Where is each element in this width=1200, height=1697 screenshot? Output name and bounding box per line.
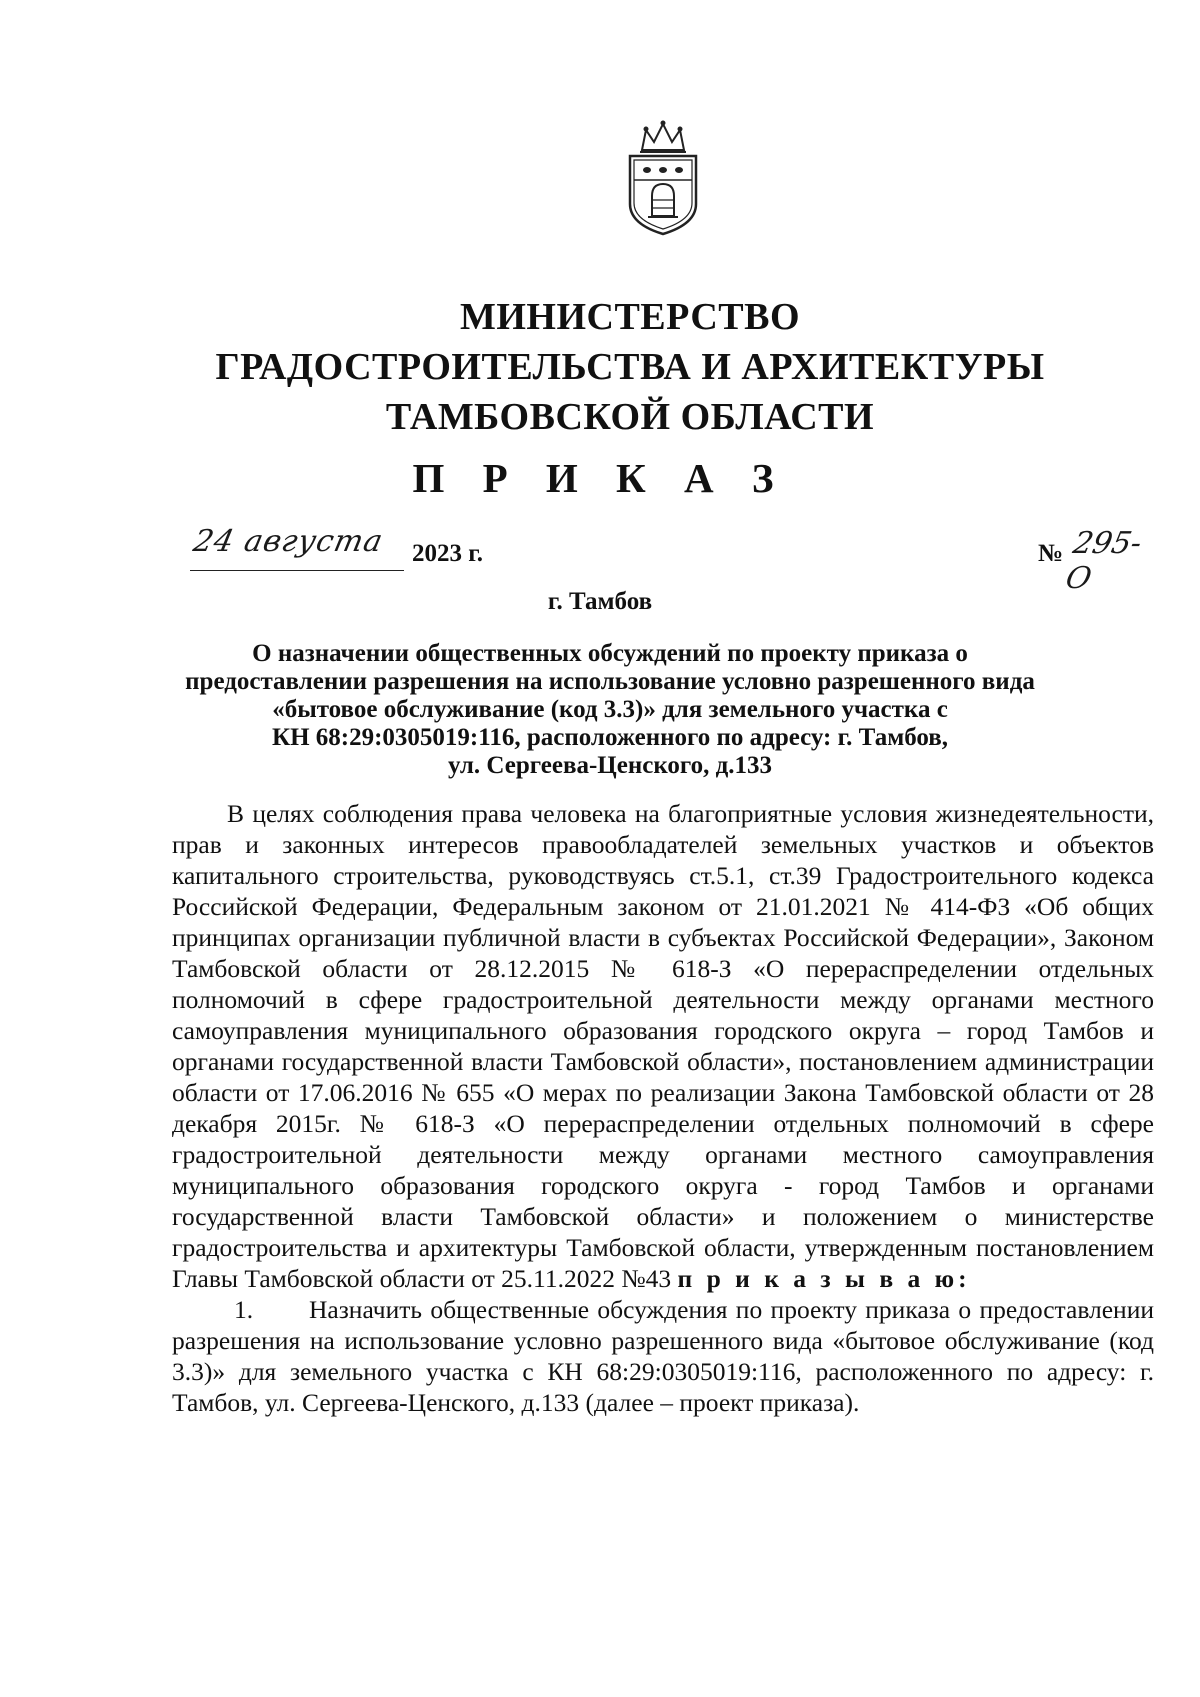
subject-line-3: «бытовое обслуживание (код 3.3)» для земельного участка с	[272, 696, 948, 723]
list-item	[172, 1294, 1154, 1418]
subject-line-4: КН 68:29:0305019:116, расположенного по адресу: г. Тамбов,	[271, 724, 949, 751]
subject-line-2: предоставлении разрешения на использование условно разрешенного вида	[185, 668, 1035, 695]
document-body	[172, 798, 1154, 1418]
preamble-paragraph	[172, 798, 1154, 1294]
handwritten-number: 295-О	[1062, 526, 1145, 596]
date-number-line	[190, 524, 1160, 596]
year-label: 2023 г.	[412, 540, 484, 567]
order-title: П Р И К А З	[412, 455, 788, 501]
number-sign: №	[1038, 540, 1064, 567]
date-field	[190, 524, 404, 571]
order-word: п р и к а з ы в а ю:	[677, 1264, 971, 1293]
preamble-text: В целях соблюдения права человека на благоприятные условия жизнедеятельности, прав и законных интересов правообладателей земельных участков и объектов капитального строительства, руководствуясь ст.5.1, ст.39 Градостроительного кодекса Российской Федерации, Федеральным законом от 21.01.2021 № 414-ФЗ «Об общих принципах организации публичной власти в субъектах Российской Федерации», Законом Тамбовской области от 28.12.2015 № 618-З «О перераспределении отдельных полномочий в сфере градостроительной деятельности между органами местного самоуправления муниципального образования городского округа – город Тамбов и органами государственной власти Тамбовской области», постановлением администрации области от 17.06.2016 № 655 «О мерах по реализации Закона Тамбовской области от 28 декабря 2015г. № 618-З «О перераспределении отдельных полномочий в сфере градостроительной деятельности между органами местного самоуправления муниципального образования городского округа - город Тамбов и органами государственной власти Тамбовской области» и положением о министерстве градостроительства и архитектуры Тамбовской области, утвержденным постановлением Главы Тамбовской области от 25.11.2022 №43	[172, 799, 1154, 1293]
handwritten-date: 24 августа	[190, 524, 387, 559]
city-label: г. Тамбов	[547, 588, 653, 615]
tambov-coat-of-arms-icon	[620, 120, 706, 236]
header-line-1: МИНИСТЕРСТВО	[459, 296, 801, 338]
ministry-header	[180, 292, 1080, 442]
subject-line-5: ул. Сергеева-Ценского, д.133	[447, 752, 773, 779]
item-number: 1.	[234, 1295, 254, 1324]
subject-line-1: О назначении общественных обсуждений по проекту приказа о	[252, 640, 968, 667]
order-subject	[150, 640, 1070, 780]
header-line-3: ТАМБОВСКОЙ ОБЛАСТИ	[385, 396, 875, 438]
item-text: Назначить общественные обсуждения по проекту приказа о предоставлении разрешения на использование условно разрешенного вида «бытовое обслуживание (код 3.3)» для земельного участка с КН 68:29:0305019:116, расположенного по адресу: г. Тамбов, ул. Сергеева-Ценского, д.133 (далее – проект приказа).	[172, 1295, 1154, 1417]
header-line-2: ГРАДОСТРОИТЕЛЬСТВА И АРХИТЕКТУРЫ	[215, 346, 1045, 388]
